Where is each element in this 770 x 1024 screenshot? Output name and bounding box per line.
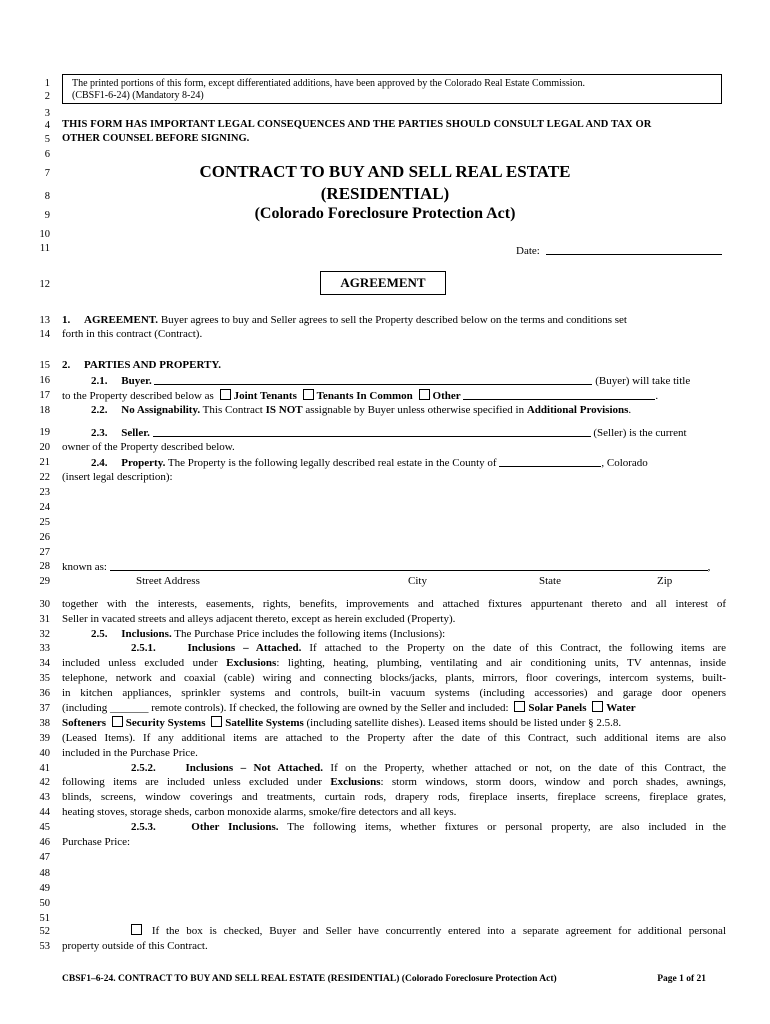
purchase-price-label: Purchase Price: <box>62 836 131 848</box>
line-number: 6 <box>44 149 50 160</box>
line-number: 18 <box>39 405 50 416</box>
option-label: Softeners <box>62 717 106 729</box>
line-number: 15 <box>39 360 50 371</box>
section-heading: Other Inclusions. <box>191 821 279 833</box>
line-number: 36 <box>39 688 50 699</box>
other-tenancy-checkbox[interactable] <box>419 389 430 400</box>
section-text: (including satellite dishes). Leased items should be listed under § 2.5.8. <box>306 717 622 729</box>
line-number: 22 <box>39 472 50 483</box>
section-2-heading <box>62 358 726 373</box>
line-number: 1 <box>44 78 50 89</box>
other-tenancy-blank[interactable] <box>463 388 655 400</box>
line-number: 23 <box>39 487 50 498</box>
line-number: 35 <box>39 673 50 684</box>
state-caption: State <box>539 575 561 587</box>
section-number: 2.2. <box>91 404 108 416</box>
line-number: 31 <box>39 614 50 625</box>
buyer-name-blank[interactable] <box>154 373 592 385</box>
line-number: 16 <box>39 375 50 386</box>
inclusions-line-35: telephone, network and coaxial (cable) wiring and connecting blocks/jacks, plants, mirrors, floor coverings, intercom systems, built- <box>62 672 726 684</box>
notice-line-2: (CBSF1-6-24) (Mandatory 8-24) <box>72 90 204 101</box>
section-number: 2.5.1. <box>131 642 156 654</box>
section-heading: PARTIES AND PROPERTY. <box>84 359 222 371</box>
section-heading: Inclusions. <box>121 628 172 640</box>
line-number: 13 <box>39 315 50 326</box>
line-number: 3 <box>44 108 50 119</box>
line-number: 5 <box>44 134 50 145</box>
section-text: following items are included unless excluded under <box>62 776 323 788</box>
legal-description-prompt: (insert legal description): <box>62 471 173 483</box>
seller-line <box>91 425 726 441</box>
county-blank[interactable] <box>499 455 601 467</box>
section-heading: No Assignability. <box>121 404 201 416</box>
section-text: If on the Property, whether attached or not, on the date of this Contract, the <box>330 762 727 774</box>
line-number: 37 <box>39 703 50 714</box>
emphasis-text: Additional Provisions <box>526 404 629 416</box>
known-as-label: known as: <box>62 561 107 573</box>
joint-tenants-checkbox[interactable] <box>220 389 231 400</box>
street-address-caption: Street Address <box>136 575 200 587</box>
separate-agreement-checkbox[interactable] <box>131 924 142 935</box>
line-number: 49 <box>39 883 50 894</box>
inclusions-line-34 <box>62 656 726 671</box>
section-text: Buyer agrees to buy and Seller agrees to sell the Property described below on the terms and conditions set <box>160 314 627 326</box>
section-heading: Inclusions – Not Attached. <box>185 762 323 774</box>
line-number: 30 <box>39 599 50 610</box>
section-text: The Purchase Price includes the following items (Inclusions): <box>174 628 446 640</box>
line-number: 40 <box>39 748 50 759</box>
emphasis-text: Exclusions <box>226 657 277 669</box>
line-number: 32 <box>39 629 50 640</box>
emphasis-text: IS NOT <box>265 404 303 416</box>
line-number: 43 <box>39 792 50 803</box>
line-number: 34 <box>39 658 50 669</box>
section-text: assignable by Buyer unless otherwise specified in <box>305 404 525 416</box>
section-text: This Contract <box>202 404 263 416</box>
line-number: 41 <box>39 763 50 774</box>
section-heading: Inclusions – Attached. <box>187 642 302 654</box>
remote-controls-blank[interactable]: _______ <box>109 702 149 714</box>
section-number: 2.5.2. <box>131 762 156 774</box>
section-number: 2.5. <box>91 628 108 640</box>
line-number: 8 <box>44 191 50 202</box>
inclusions-line-36: in kitchen appliances, sprinkler systems and controls, built-in vacuum systems (including accessories) and garage door openers <box>62 687 726 699</box>
property-text-line-31: Seller in vacated streets and alleys adjacent thereto, except as herein excluded (Property). <box>62 613 456 625</box>
property-text-line-30: together with the interests, easements, rights, benefits, improvements and attached fixtures appurtenant thereto and all interest of <box>62 598 726 610</box>
inclusions-line-40: included in the Purchase Price. <box>62 747 198 759</box>
line-number: 14 <box>39 329 50 340</box>
date-blank[interactable] <box>546 243 722 255</box>
inclusions-line-39: (Leased Items). If any additional items are attached to the Property after the date of this Contract, such additional items are also <box>62 732 726 744</box>
assignability-line: 2.2. No Assignability. This Contract IS NOT assignable by Buyer unless otherwise specified in Additional Provisions. <box>91 404 632 416</box>
section-text: (Seller) is the current <box>593 427 687 439</box>
legal-warning-line-2: OTHER COUNSEL BEFORE SIGNING. <box>62 133 250 144</box>
zip-caption: Zip <box>657 575 673 587</box>
line-number: 52 <box>39 926 50 937</box>
title-tenancy-line: to the Property described below as Joint Tenants Tenants In Common Other . <box>62 390 659 402</box>
emphasis-text: Exclusions <box>330 776 381 788</box>
inclusions-line-42 <box>62 775 726 790</box>
inclusions-attached-line <box>131 641 726 656</box>
satellite-systems-checkbox[interactable] <box>211 716 222 727</box>
inclusions-line-44: heating stoves, storage sheds, carbon monoxide alarms, smoke/fire detectors and all keys. <box>62 806 457 818</box>
line-number: 26 <box>39 532 50 543</box>
section-1-line-1 <box>62 313 726 328</box>
other-inclusions-area[interactable] <box>62 851 726 921</box>
line-number: 12 <box>39 279 50 290</box>
section-number: 1. <box>62 314 71 326</box>
line-number: 46 <box>39 837 50 848</box>
separate-agreement-line <box>131 924 726 939</box>
legal-description-area[interactable] <box>62 486 726 558</box>
tenants-in-common-checkbox[interactable] <box>303 389 314 400</box>
line-number: 20 <box>39 442 50 453</box>
option-label: Solar Panels <box>528 702 587 714</box>
section-number: 2.5.3. <box>131 821 156 833</box>
section-heading: Property. <box>121 457 166 469</box>
line-number: 17 <box>39 390 50 401</box>
option-label: Other <box>432 390 461 402</box>
option-label: Security Systems <box>125 717 206 729</box>
option-label: Water <box>606 702 636 714</box>
line-number: 51 <box>39 913 50 924</box>
commission-notice-box <box>62 74 722 104</box>
line-number: 53 <box>39 941 50 952</box>
document-subtitle: (RESIDENTIAL) <box>320 184 450 203</box>
line-number: 21 <box>39 457 50 468</box>
section-text: , Colorado <box>601 457 648 469</box>
section-number: 2.3. <box>91 427 108 439</box>
line-number: 7 <box>44 168 50 179</box>
section-number: 2. <box>62 359 71 371</box>
water-softeners-checkbox[interactable] <box>592 701 603 712</box>
seller-line-2: owner of the Property described below. <box>62 441 235 453</box>
section-heading: Buyer. <box>121 375 152 387</box>
section-text: (including <box>62 702 108 714</box>
inclusions-heading-line <box>91 627 726 642</box>
agreement-heading: AGREEMENT <box>320 271 446 295</box>
line-number: 50 <box>39 898 50 909</box>
line-number: 39 <box>39 733 50 744</box>
section-text: : lighting, heating, plumbing, ventilating and air conditioning units, TV antennas, inside <box>276 657 727 669</box>
document-act-name: (Colorado Foreclosure Protection Act) <box>254 205 516 222</box>
other-inclusions-line <box>131 820 726 835</box>
line-number: 28 <box>39 561 50 572</box>
section-heading: Seller. <box>121 427 150 439</box>
line-number: 2 <box>44 91 50 102</box>
known-as-line: known as: , <box>62 561 711 573</box>
date-label: Date: <box>516 245 540 257</box>
address-blank[interactable] <box>110 559 708 571</box>
section-number: 2.4. <box>91 457 108 469</box>
inclusions-line-38 <box>62 716 726 731</box>
section-text: : storm windows, storm doors, window and porch shades, awnings, <box>380 776 726 788</box>
line-number: 48 <box>39 868 50 879</box>
section-heading: AGREEMENT. <box>84 314 159 326</box>
notice-line-1: The printed portions of this form, except differentiated additions, have been approved by the Colorado Real Estate Commission. <box>72 78 586 89</box>
option-label: Joint Tenants <box>233 390 297 402</box>
line-number: 10 <box>39 229 50 240</box>
city-caption: City <box>408 575 427 587</box>
security-systems-checkbox[interactable] <box>112 716 123 727</box>
option-label: Satellite Systems <box>225 717 304 729</box>
inclusions-not-attached-line <box>131 761 726 776</box>
date-field <box>516 243 722 257</box>
section-text: If attached to the Property on the date of this Contract, the following items are <box>309 642 727 654</box>
line-number: 19 <box>39 427 50 438</box>
section-number: 2.1. <box>91 375 108 387</box>
section-text: The following items, whether fixtures or personal property, are also included in the <box>287 821 727 833</box>
line-number: 24 <box>39 502 50 513</box>
line-number: 25 <box>39 517 50 528</box>
section-1-line-2: forth in this contract (Contract). <box>62 328 203 340</box>
inclusions-line-37 <box>62 701 726 716</box>
line-number: 11 <box>39 243 50 254</box>
section-text: to the Property described below as <box>62 390 214 402</box>
line-number: 47 <box>39 852 50 863</box>
line-number: 33 <box>39 643 50 654</box>
footer-form-title: CBSF1–6-24. CONTRACT TO BUY AND SELL REAL ESTATE (RESIDENTIAL) (Colorado Foreclosure Protection Act) <box>62 974 557 984</box>
line-number: 42 <box>39 777 50 788</box>
solar-panels-checkbox[interactable] <box>514 701 525 712</box>
section-text: The Property is the following legally described real estate in the County of <box>167 457 497 469</box>
section-text: remote controls). If checked, the following are owned by the Seller and included: <box>151 702 509 714</box>
legal-warning-line-1: THIS FORM HAS IMPORTANT LEGAL CONSEQUENCES AND THE PARTIES SHOULD CONSULT LEGAL AND TAX OR <box>62 119 652 130</box>
property-line <box>91 455 726 471</box>
page-footer <box>62 973 706 985</box>
line-number: 45 <box>39 822 50 833</box>
section-text: included unless excluded under <box>62 657 218 669</box>
document-title: CONTRACT TO BUY AND SELL REAL ESTATE <box>199 162 571 181</box>
line-number: 27 <box>39 547 50 558</box>
separate-agreement-line-2: property outside of this Contract. <box>62 940 208 952</box>
page-number: Page 1 of 21 <box>657 974 706 984</box>
line-number: 44 <box>39 807 50 818</box>
line-number: 4 <box>44 120 50 131</box>
inclusions-line-43: blinds, screens, window coverings and treatments, curtain rods, drapery rods, fireplace inserts, fireplace screens, fireplace grates, <box>62 791 726 803</box>
section-text: If the box is checked, Buyer and Seller have concurrently entered into a separate agreement for additional personal <box>151 925 726 937</box>
line-number: 29 <box>39 576 50 587</box>
line-number: 38 <box>39 718 50 729</box>
section-text: (Buyer) will take title <box>595 375 691 387</box>
option-label: Tenants In Common <box>316 390 413 402</box>
buyer-line <box>91 373 726 389</box>
seller-name-blank[interactable] <box>153 425 591 437</box>
line-number: 9 <box>44 210 50 221</box>
